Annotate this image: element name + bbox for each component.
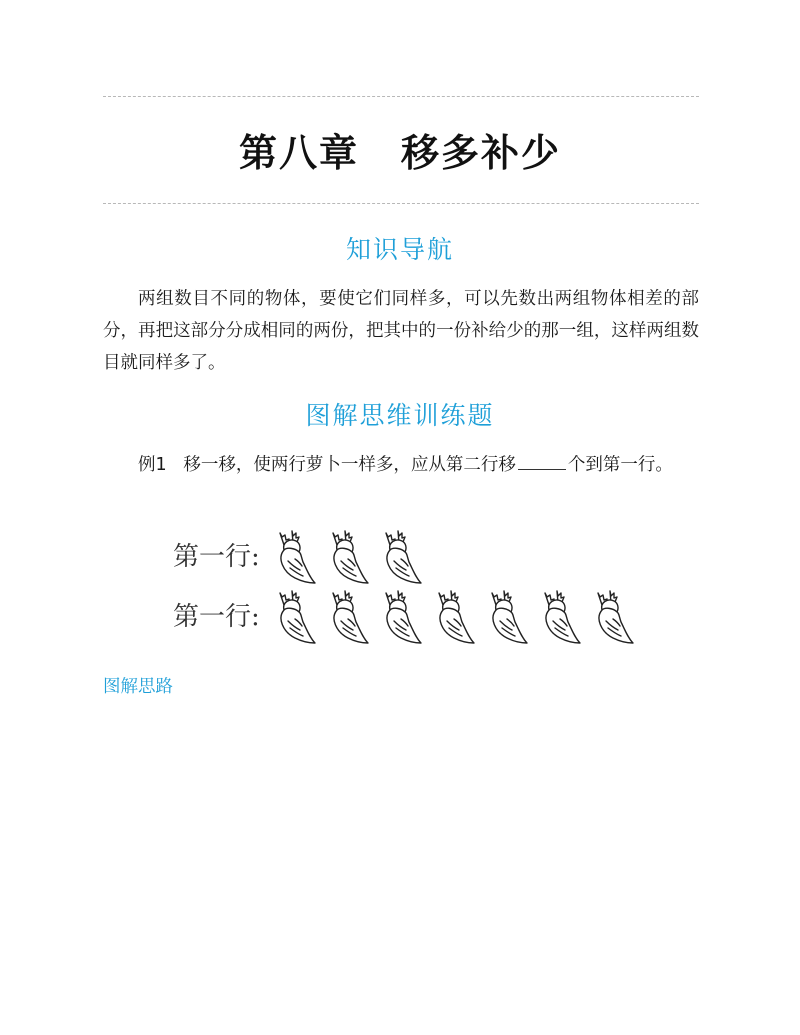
- example-1: [103, 447, 699, 483]
- bottom-dashed-divider: [103, 203, 699, 204]
- chapter-number: 第八章: [238, 131, 359, 175]
- knowledge-paragraph: 两组数目不同的物体，要使它们同样多，可以先数出两组物体相差的部分，再把这部分分成相同的两份，把其中的一份补给少的那一组，这样两组数目就同样多了。: [103, 289, 699, 373]
- radish-icon: [371, 588, 427, 646]
- chapter-title: 移多补少: [401, 131, 562, 175]
- chapter-heading: [0, 122, 800, 177]
- radish-icon: [318, 588, 374, 646]
- example-text-before: 移一移，使两行萝卜一样多，应从第二行移: [183, 455, 516, 475]
- row-label: 第一行:: [173, 542, 260, 572]
- example-label: 例1: [138, 455, 167, 475]
- hint-label: 图解思路: [103, 677, 173, 697]
- radish-icon: [371, 528, 427, 586]
- radish-icon: [477, 588, 533, 646]
- radish-icon: [318, 528, 374, 586]
- radish-icon: [265, 528, 321, 586]
- radish-icon: [265, 588, 321, 646]
- radish-icon: [583, 588, 639, 646]
- example-text-after: 个到第一行。: [567, 455, 673, 475]
- top-dashed-divider: [103, 96, 699, 97]
- radish-row-1: [173, 528, 433, 588]
- radish-row-2: [173, 588, 653, 648]
- answer-blank[interactable]: [518, 451, 566, 470]
- radish-icon: [530, 588, 586, 646]
- section-title-practice: 图解思维训练题: [305, 401, 495, 430]
- radish-icon: [424, 588, 480, 646]
- section-title-knowledge: 知识导航: [345, 235, 454, 264]
- row-label: 第一行:: [173, 602, 260, 632]
